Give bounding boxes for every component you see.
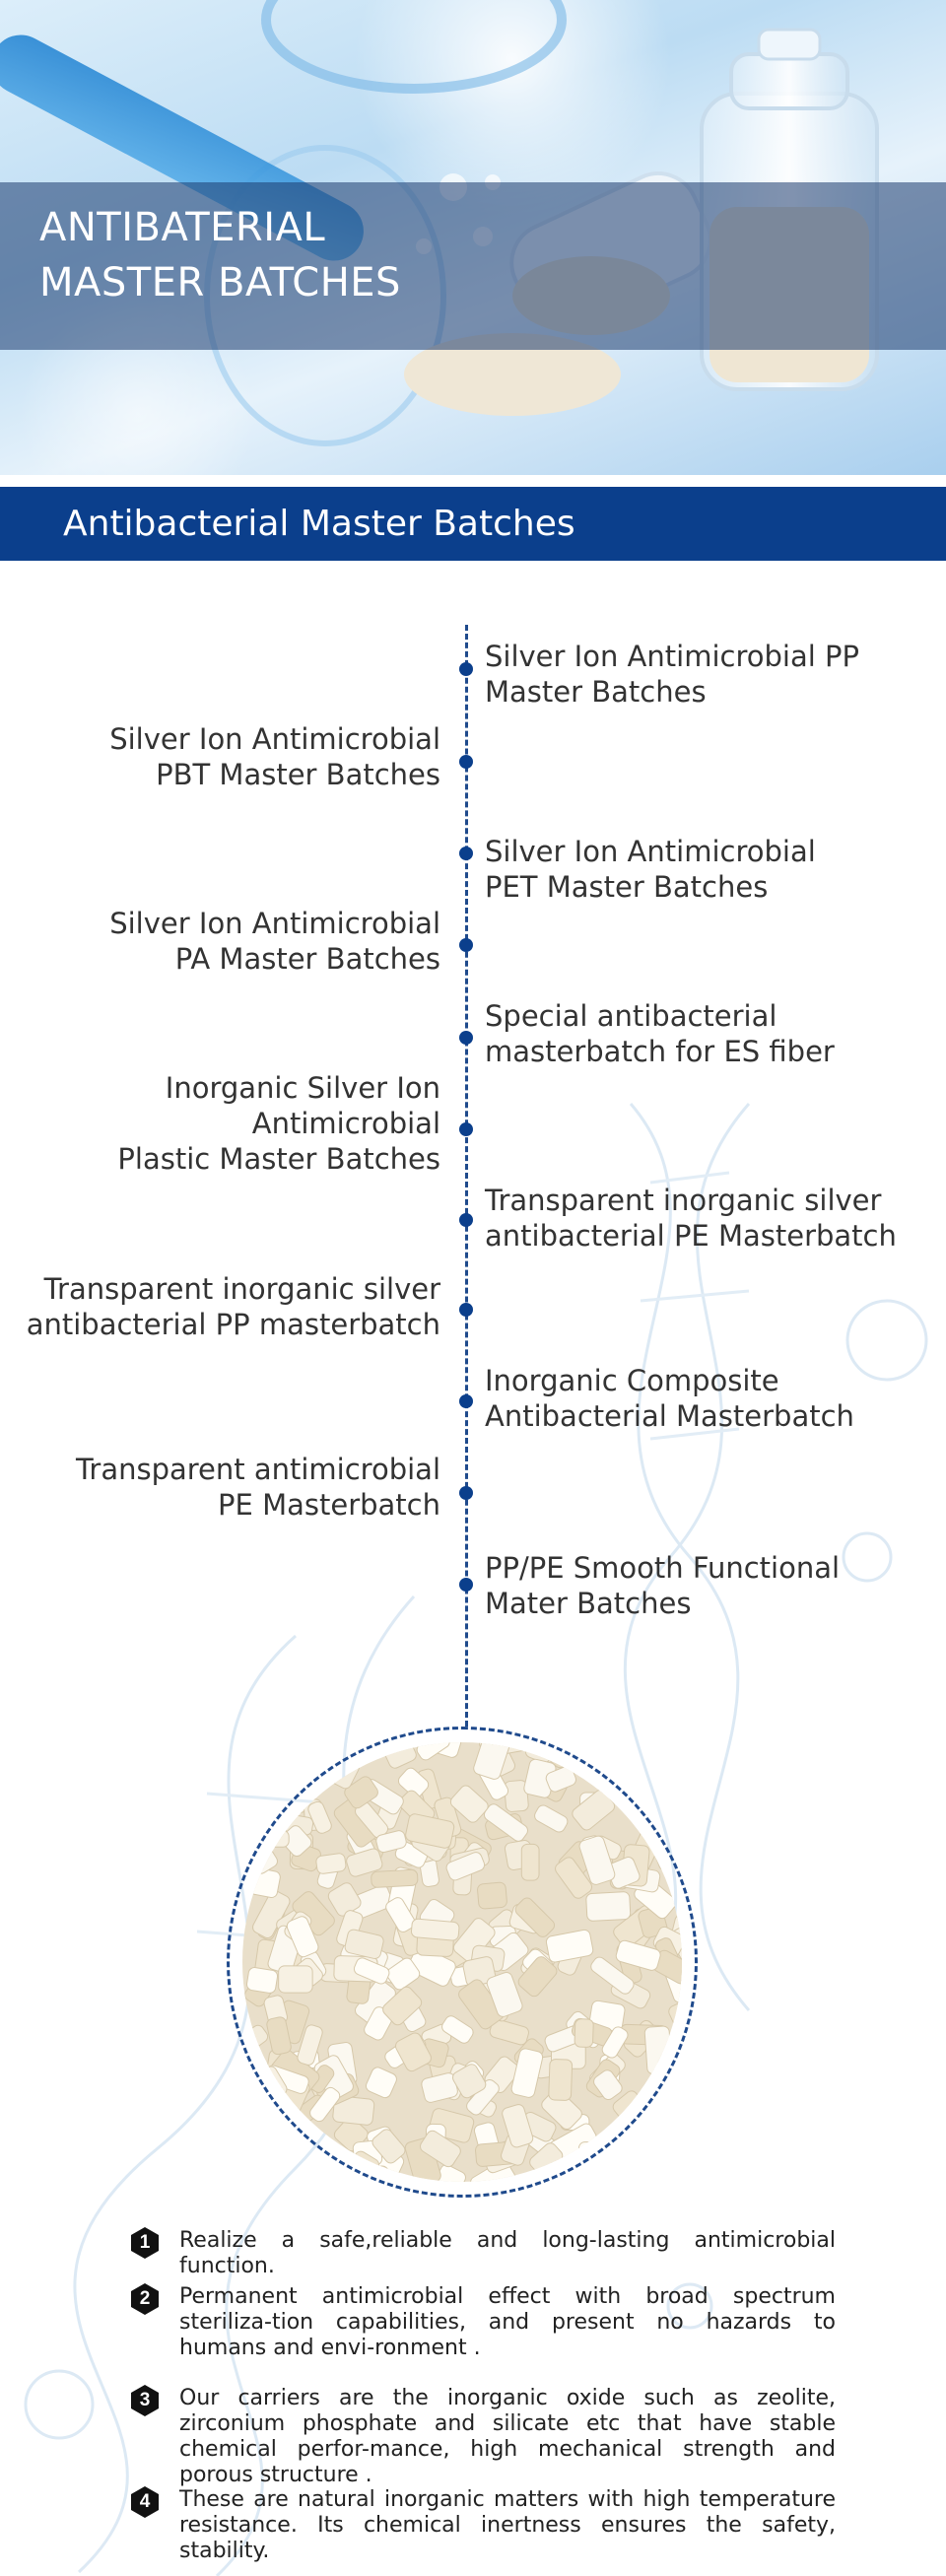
- timeline-item-silver-ion-pet: [485, 834, 918, 905]
- timeline-item-es-fiber: [485, 998, 918, 1069]
- timeline-dot: [459, 1031, 473, 1045]
- timeline-item-inorganic-plastic: [20, 1070, 440, 1177]
- benefit-text: These are natural inorganic matters with high temperature resistance. Its chemical inertness ensures the safety, stability.: [179, 2487, 836, 2563]
- benefit-text: Permanent antimicrobial effect with broad spectrum steriliza-tion capabilities, and present no hazards to humans and envi-ronment .: [179, 2284, 836, 2360]
- timeline-item-line: Antimicrobial: [251, 1107, 440, 1140]
- pellets-illustration: [242, 1742, 682, 2182]
- section-title: Antibacterial Master Batches: [63, 504, 575, 544]
- timeline-item-line: masterbatch for ES fiber: [485, 1035, 835, 1068]
- timeline-item-line: Transparent antimicrobial: [75, 1453, 440, 1486]
- benefit-number: 3: [139, 2390, 151, 2410]
- timeline-item-line: antibacterial PE Masterbatch: [485, 1219, 897, 1253]
- benefit-text: Realize a safe,reliable and long-lasting antimicrobial function.: [179, 2228, 836, 2278]
- timeline-item-line: Special antibacterial: [485, 999, 777, 1033]
- timeline-item-silver-ion-pbt: [20, 721, 440, 792]
- hero-title-line-2: MASTER BATCHES: [39, 260, 401, 305]
- timeline-item-line: PET Master Batches: [485, 870, 769, 904]
- timeline-item-silver-ion-pa: [20, 906, 440, 977]
- timeline-item-line: Plastic Master Batches: [117, 1142, 440, 1176]
- timeline-item-line: Inorganic Silver Ion: [165, 1071, 440, 1105]
- timeline-item-line: Transparent inorganic silver: [485, 1184, 882, 1217]
- timeline-dot: [459, 847, 473, 860]
- benefit-number: 1: [139, 2232, 151, 2253]
- timeline-dot: [459, 1303, 473, 1317]
- product-pellets-image: [242, 1742, 682, 2182]
- timeline-item-line: Silver Ion Antimicrobial PP: [485, 640, 859, 673]
- benefit-text: Our carriers are the inorganic oxide such as zeolite, zirconium phosphate and silicate etc that have stable chemical perfor-mance, high mechanical strength and porous structure .: [179, 2386, 836, 2487]
- timeline-item-inorganic-composite: [485, 1363, 918, 1434]
- timeline-dot: [459, 1578, 473, 1592]
- timeline-item-silver-ion-pp: [485, 639, 918, 710]
- timeline-item-transparent-antimicrobial-pe: [20, 1452, 440, 1523]
- hero-banner: [0, 0, 946, 475]
- hero-title-line-1: ANTIBATERIAL: [39, 205, 326, 250]
- timeline-dot: [459, 662, 473, 676]
- timeline-item-transparent-pp: [20, 1271, 440, 1342]
- timeline-item-line: antibacterial PP masterbatch: [26, 1308, 440, 1341]
- timeline-item-pp-pe-smooth: [485, 1550, 918, 1621]
- benefit-number: 4: [139, 2491, 151, 2512]
- timeline-line: [465, 625, 468, 1727]
- timeline-item-line: PP/PE Smooth Functional: [485, 1551, 841, 1585]
- timeline-item-line: PBT Master Batches: [156, 758, 440, 791]
- timeline-dot: [459, 755, 473, 769]
- timeline-dot: [459, 1213, 473, 1227]
- timeline-item-line: Silver Ion Antimicrobial: [485, 835, 816, 868]
- timeline-item-line: Silver Ion Antimicrobial: [109, 907, 440, 940]
- section-header: [0, 487, 946, 561]
- timeline-item-line: Silver Ion Antimicrobial: [109, 722, 440, 756]
- timeline-item-line: PA Master Batches: [174, 942, 440, 976]
- timeline-dot: [459, 938, 473, 952]
- hero-title: [39, 200, 453, 310]
- timeline-dot: [459, 1394, 473, 1408]
- timeline-item-line: Transparent inorganic silver: [43, 1272, 440, 1306]
- timeline-item-transparent-pe: [485, 1183, 918, 1254]
- timeline-item-line: Master Batches: [485, 675, 707, 709]
- benefit-number: 2: [139, 2288, 151, 2309]
- timeline-dot: [459, 1122, 473, 1136]
- timeline-item-line: Mater Batches: [485, 1587, 692, 1620]
- timeline-item-line: Inorganic Composite: [485, 1364, 779, 1397]
- timeline-dot: [459, 1486, 473, 1500]
- timeline-item-line: PE Masterbatch: [218, 1488, 440, 1522]
- timeline-item-line: Antibacterial Masterbatch: [485, 1399, 854, 1433]
